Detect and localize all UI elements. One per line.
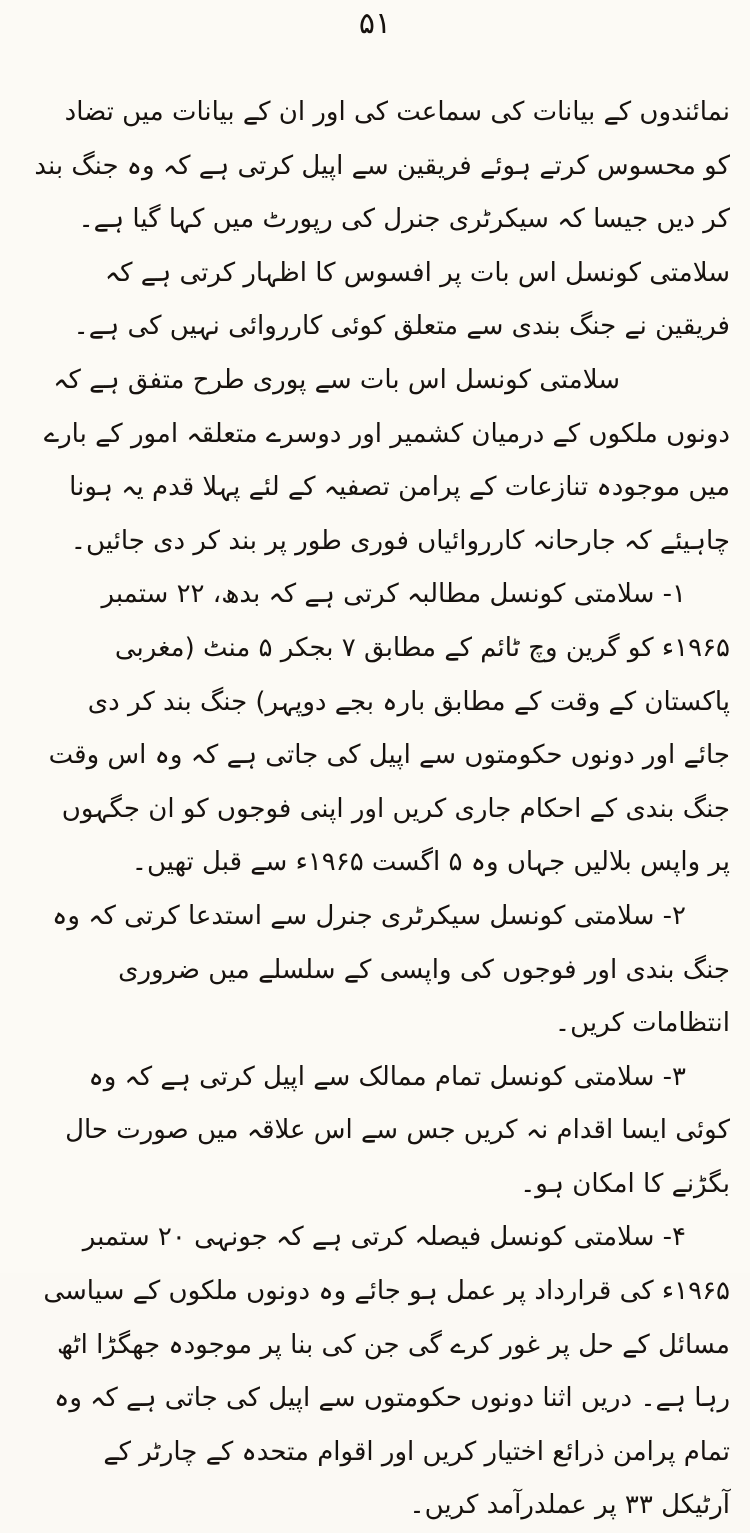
page-body-text xyxy=(34,86,730,1533)
paragraph-2: سلامتی کونسل اس بات سے پوری طرح متفق ہے کہ دونوں ملکوں کے درمیان کشمیر اور دوسرے متعلقہ امور کے بارے میں موجودہ تنازعات کے پرامن تصفیہ کے لئے پہلا قدم یہ ہونا چاہیئے کہ جارحانہ کارروائیاں فوری طور پر بند کر دی جائیں۔ xyxy=(43,364,730,556)
resolution-item-2: ۲- سلامتی کونسل سیکرٹری جنرل سے استدعا کرتی کہ وہ جنگ بندی اور فوجوں کی واپسی کے سلسلے میں ضروری انتظامات کریں۔ xyxy=(52,900,730,1039)
resolution-item-1: ۱- سلامتی کونسل مطالبہ کرتی ہے کہ بدھ، ۲۲ ستمبر ۱۹۶۵ء کو گرین وچ ٹائم کے مطابق ۷ بجکر ۵ منٹ (مغربی پاکستان کے وقت کے مطابق بارہ بجے دوپہر) جنگ بند کر دی جائے اور دونوں حکومتوں سے اپیل کی جاتی ہے کہ وہ اس وقت جنگ بندی کے احکام جاری کریں اور اپنی فوجوں کو ان جگہوں پر واپس بلالیں جہاں وہ ۵ اگست ۱۹۶۵ء سے قبل تھیں۔ xyxy=(48,579,730,878)
paragraph-1: نمائندوں کے بیانات کی سماعت کی اور ان کے بیانات میں تضاد کو محسوس کرتے ہوئے فریقین سے اپیل کرتی ہے کہ وہ جنگ بند کر دیں جیسا کہ سیکرٹری جنرل کی رپورٹ میں کہا گیا ہے۔ سلامتی کونسل اس بات پر افسوس کا اظہار کرتی ہے کہ فریقین نے جنگ بندی سے متعلق کوئی کارروائی نہیں کی ہے۔ xyxy=(34,97,730,342)
resolution-item-4: ۴- سلامتی کونسل فیصلہ کرتی ہے کہ جونہی ۲۰ ستمبر ۱۹۶۵ء کی قرارداد پر عمل ہو جائے وہ دونوں ملکوں کے سیاسی مسائل کے حل پر غور کرے گی جن کی بنا پر موجودہ جھگڑا اٹھ رہا ہے۔ دریں اثنا دونوں حکومتوں سے اپیل کی جاتی ہے کہ وہ تمام پرامن ذرائع اختیار کریں اور اقوام متحدہ کے چارٹر کے آرٹیکل ۳۳ پر عملدرآمد کریں۔ xyxy=(43,1222,730,1521)
resolution-item-3: ۳- سلامتی کونسل تمام ممالک سے اپیل کرتی ہے کہ وہ کوئی ایسا اقدام نہ کریں جس سے اس علاقہ میں صورت حال بگڑنے کا امکان ہو۔ xyxy=(65,1061,730,1199)
page-number: ۵۱ xyxy=(358,6,392,41)
